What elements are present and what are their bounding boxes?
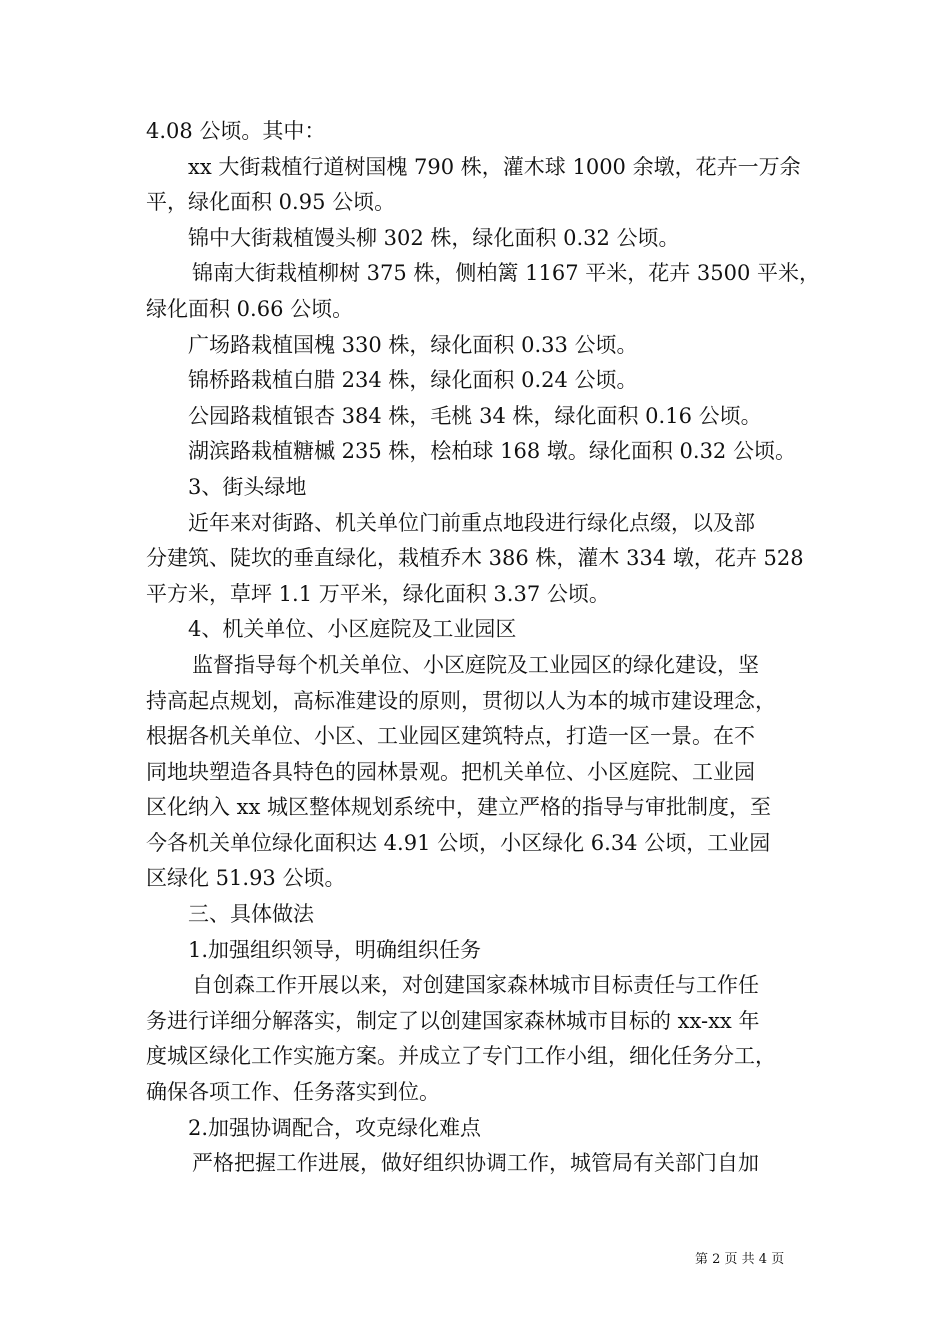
text-line: 今各机关单位绿化面积达 4.91 公顷，小区绿化 6.34 公顷，工业园 — [146, 830, 771, 855]
section-heading: 三、具体做法 — [188, 902, 314, 927]
text-line: 确保各项工作、任务落实到位。 — [146, 1080, 440, 1105]
text-line: 监督指导每个机关单位、小区庭院及工业园区的绿化建设，坚 — [192, 652, 759, 677]
text-line: 度城区绿化工作实施方案。并成立了专门工作小组，细化任务分工， — [146, 1044, 776, 1069]
page-number: 第 2 页 共 4 页 — [695, 1252, 785, 1267]
subsection-heading: 2.加强协调配合，攻克绿化难点 — [188, 1115, 482, 1140]
text-line: 锦中大街栽植馒头柳 302 株，绿化面积 0.32 公顷。 — [188, 225, 680, 250]
text-line: 湖滨路栽植糖槭 235 株，桧柏球 168 墩。绿化面积 0.32 公顷。 — [188, 439, 796, 464]
text-line: 公园路栽植银杏 384 株，毛桃 34 株，绿化面积 0.16 公顷。 — [188, 403, 762, 428]
text-line: 根据各机关单位、小区、工业园区建筑特点，打造一区一景。在不 — [146, 724, 755, 749]
text-line: 自创森工作开展以来，对创建国家森林城市目标责任与工作任 — [192, 973, 759, 998]
text-line: 平，绿化面积 0.95 公顷。 — [146, 190, 396, 215]
text-line: 平方米，草坪 1.1 万平米，绿化面积 3.37 公顷。 — [146, 581, 610, 606]
section-heading: 4、机关单位、小区庭院及工业园区 — [188, 617, 517, 642]
text-line: 锦南大街栽植柳树 375 株，侧柏篱 1167 平米，花卉 3500 平米， — [192, 261, 821, 286]
text-line: 分建筑、陡坎的垂直绿化，栽植乔木 386 株，灌木 334 墩，花卉 528 — [146, 546, 804, 571]
section-heading: 3、街头绿地 — [188, 474, 307, 499]
text-line: 同地块塑造各具特色的园林景观。把机关单位、小区庭院、工业园 — [146, 759, 755, 784]
subsection-heading: 1.加强组织领导，明确组织任务 — [188, 937, 482, 962]
text-line: 持高起点规划，高标准建设的原则，贯彻以人为本的城市建设理念， — [146, 688, 776, 713]
text-line: 4.08 公顷。其中： — [146, 119, 326, 143]
text-line: 严格把握工作进展，做好组织协调工作，城管局有关部门自加 — [192, 1151, 759, 1176]
text-line: 务进行详细分解落实，制定了以创建国家森林城市目标的 xx-xx 年 — [146, 1008, 760, 1033]
text-line: 锦桥路栽植白腊 234 株，绿化面积 0.24 公顷。 — [188, 368, 638, 393]
text-line: xx 大街栽植行道树国槐 790 株，灌木球 1000 余墩，花卉一万余 — [188, 154, 801, 179]
document-body — [146, 114, 826, 1182]
text-line: 区绿化 51.93 公顷。 — [146, 866, 346, 891]
text-line: 区化纳入 xx 城区整体规划系统中，建立严格的指导与审批制度，至 — [146, 795, 772, 820]
text-line: 绿化面积 0.66 公顷。 — [146, 296, 354, 321]
text-line: 近年来对街路、机关单位门前重点地段进行绿化点缀，以及部 — [188, 510, 755, 535]
text-line: 广场路栽植国槐 330 株，绿化面积 0.33 公顷。 — [188, 332, 638, 357]
